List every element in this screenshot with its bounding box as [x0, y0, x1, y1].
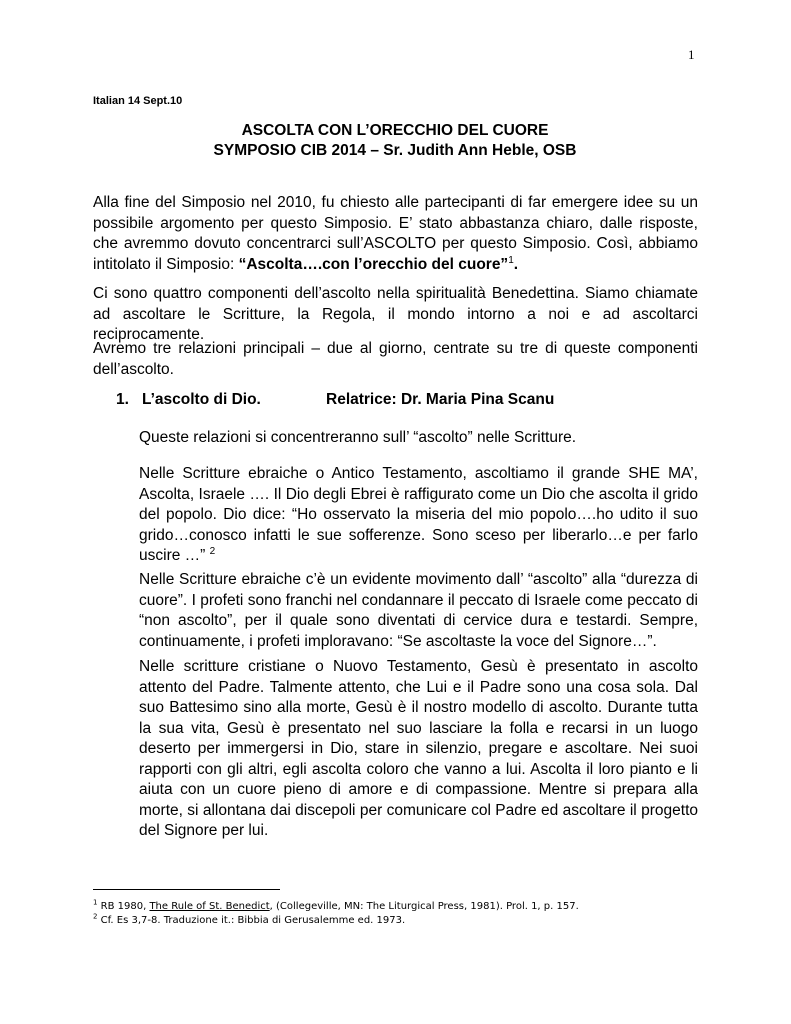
footnote-ref-1[interactable]: 1: [508, 254, 514, 266]
section-speaker: Relatrice: Dr. Maria Pina Scanu: [326, 391, 555, 408]
footnote-1-ref: 1: [93, 898, 98, 907]
section-heading-1: [116, 391, 554, 409]
document-subtitle: SYMPOSIO CIB 2014 – Sr. Judith Ann Heble, OSB: [213, 142, 577, 159]
paragraph-components: Ci sono quattro componenti dell’ascolto nella spiritualità Benedettina. Siamo chiamate ad ascoltare le Scritture, la Regola, il mondo intorno a noi e ad ascoltarci reciprocamente.: [93, 285, 698, 343]
paragraph-relations: Avremo tre relazioni principali – due al giorno, centrate su tre di queste componenti dell’ascolto.: [93, 340, 698, 378]
footnote-1: [93, 900, 579, 914]
document-title: ASCOLTA CON L’ORECCHIO DEL CUORE: [241, 122, 549, 139]
page-number: 1: [688, 47, 695, 62]
footnote-2-text: Cf. Es 3,7-8. Traduzione it.: Bibbia di Gerusalemme ed. 1973.: [97, 915, 406, 926]
paragraph-intro-text: Alla fine del Simposio nel 2010, fu chiesto alle partecipanti di far emergere idee su un possibile argomento per questo Simposio. E’ stato abbastanza chiaro, dalle risposte, che avremmo dovuto concentrarci sull’ASCOLTO per questo Simposio. Così, abbiamo intitolato il Simposio:: [93, 194, 698, 273]
section-title: L’ascolto di Dio.: [142, 391, 261, 408]
paragraph-old-testament: [139, 464, 698, 567]
footnote-2-ref: 2: [93, 912, 98, 921]
paragraph-prophets: Nelle Scritture ebraiche c’è un evidente movimento dall’ “ascolto” alla “durezza di cuore”. I profeti sono franchi nel condannare il peccato di Israele come peccato di “non ascolto”, per il quale sono diventati di cervice dura e testardi. Sempre, continuamente, i profeti imploravano: “Se ascoltaste la voce del Signore…”.: [139, 571, 698, 650]
footnote-divider: [93, 889, 280, 890]
paragraph-old-testament-text: Nelle Scritture ebraiche o Antico Testamento, ascoltiamo il grande SHE MA’, Ascolta, Israele …. Il Dio degli Ebrei è raffigurato come un Dio che ascolta il grido del popolo. Dio dice: “Ho osservato la miseria del mio popolo….ho udito il suo grido…conosco infatti le sue sofferenze. Sono sceso per liberarlo…e per farlo uscire …”: [139, 465, 698, 564]
footnote-2: [93, 914, 405, 928]
paragraph-new-testament: Nelle scritture cristiane o Nuovo Testamento, Gesù è presentato in ascolto attento del Padre. Talmente attento, che Lui e il Padre sono una cosa sola. Dal suo Battesimo sino alla morte, Gesù è il nostro modello di ascolto. Durante tutta la sua vita, Gesù è presentato nel suo lasciare la folla e recarsi in un luogo deserto per immergersi in Dio, stare in silenzio, pregare e ascoltare. Nei suoi rapporti con gli altri, egli ascolta coloro che vanno a lui. Ascolta il loro pianto e li aiuta con un cuore pieno di amore e di compassione. Mentre si prepara alla morte, si allontana dai discepoli per comunicare col Padre ed ascoltare il progetto del Signore per lui.: [139, 658, 698, 839]
footnote-1-post: , (Collegeville, MN: The Liturgical Press, 1981). Prol. 1, p. 157.: [269, 901, 579, 912]
footnote-1-book-title: The Rule of St. Benedict: [149, 901, 270, 912]
paragraph-focus: Queste relazioni si concentreranno sull’ “ascolto” nelle Scritture.: [139, 429, 577, 446]
header-note: Italian 14 Sept.10: [93, 95, 183, 107]
section-number: 1.: [116, 391, 129, 408]
paragraph-intro-end: .: [513, 255, 519, 273]
symposium-motto: “Ascolta….con l’orecchio del cuore”: [238, 255, 509, 273]
footnote-1-pre: RB 1980,: [97, 901, 150, 912]
paragraph-intro: [93, 193, 698, 275]
footnote-ref-2[interactable]: 2: [209, 545, 216, 557]
